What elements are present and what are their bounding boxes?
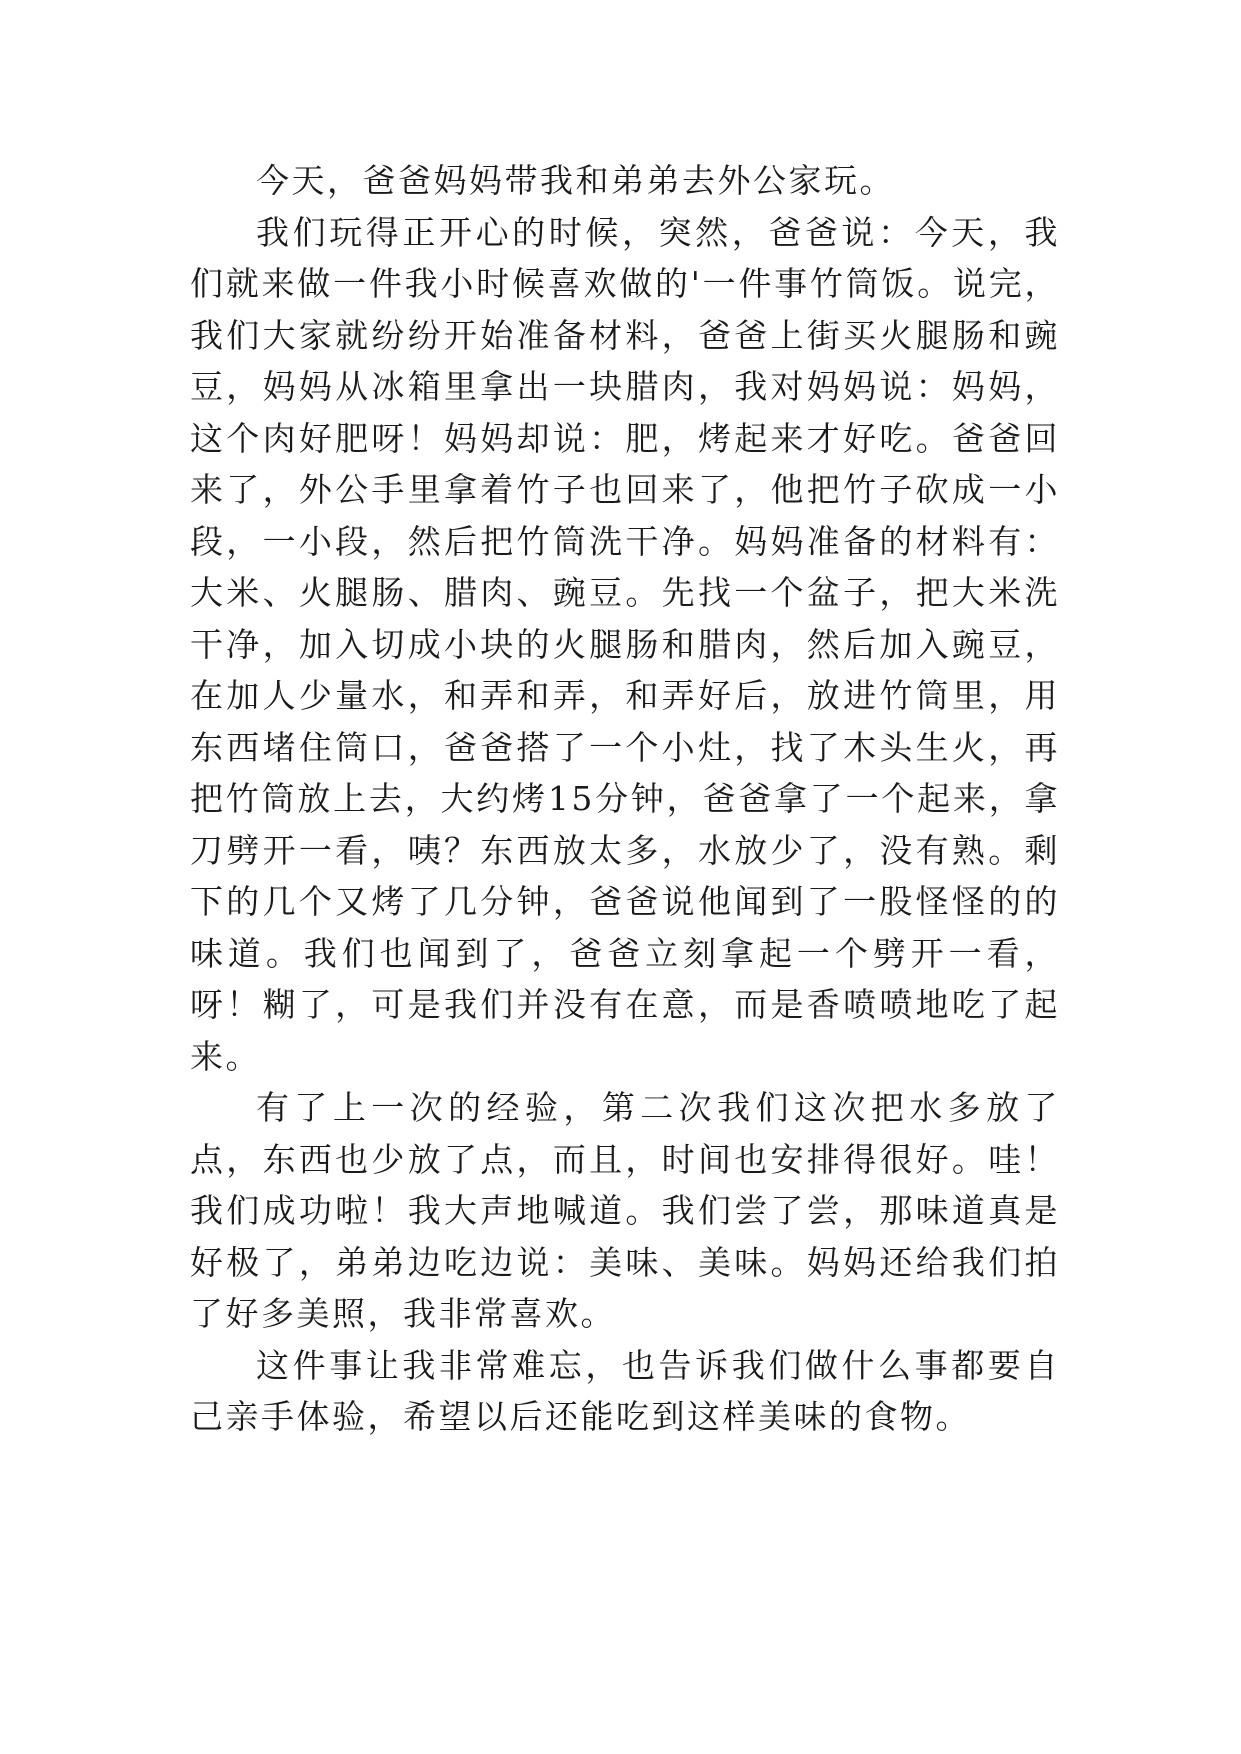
paragraph-cooking: 我们玩得正开心的时候，突然，爸爸说：今天，我们就来做一件我小时候喜欢做的'一件事竹筒饭。说完，我们大家就纷纷开始准备材料，爸爸上街买火腿肠和豌豆，妈妈从冰箱里拿出一块腊肉，我对妈妈说：妈妈，这个肉好肥呀！妈妈却说：肥，烤起来才好吃。爸爸回来了，外公手里拿着竹子也回来了，他把竹子砍成一小段，一小段，然后把竹筒洗干净。妈妈准备的材料有：大米、火腿肠、腊肉、豌豆。先找一个盆子，把大米洗干净，加入切成小块的火腿肠和腊肉，然后加入豌豆，在加人少量水，和弄和弄，和弄好后，放进竹筒里，用东西堵住筒口，爸爸搭了一个小灶，找了木头生火，再把竹筒放上去，大约烤15分钟，爸爸拿了一个起来，拿刀劈开一看，咦？东西放太多，水放少了，没有熟。剩下的几个又烤了几分钟，爸爸说他闻到了一股怪怪的的味道。我们也闻到了，爸爸立刻拿起一个劈开一看，呀！糊了，可是我们并没有在意，而是香喷喷地吃了起来。 (190, 212, 1060, 1076)
paragraph-opening: 今天，爸爸妈妈带我和弟弟去外公家玩。 (256, 161, 895, 200)
paragraph-conclusion: 这件事让我非常难忘，也告诉我们做什么事都要自己亲手体验，希望以后还能吃到这样美味的食物。 (190, 1345, 1060, 1436)
document-body (190, 155, 1060, 1443)
paragraph-second-try: 有了上一次的经验，第二次我们这次把水多放了点，东西也少放了点，而且，时间也安排得很好。哇！我们成功啦！我大声地喊道。我们尝了尝，那味道真是好极了，弟弟边吃边说：美味、美味。妈妈还给我们拍了好多美照，我非常喜欢。 (190, 1088, 1060, 1333)
